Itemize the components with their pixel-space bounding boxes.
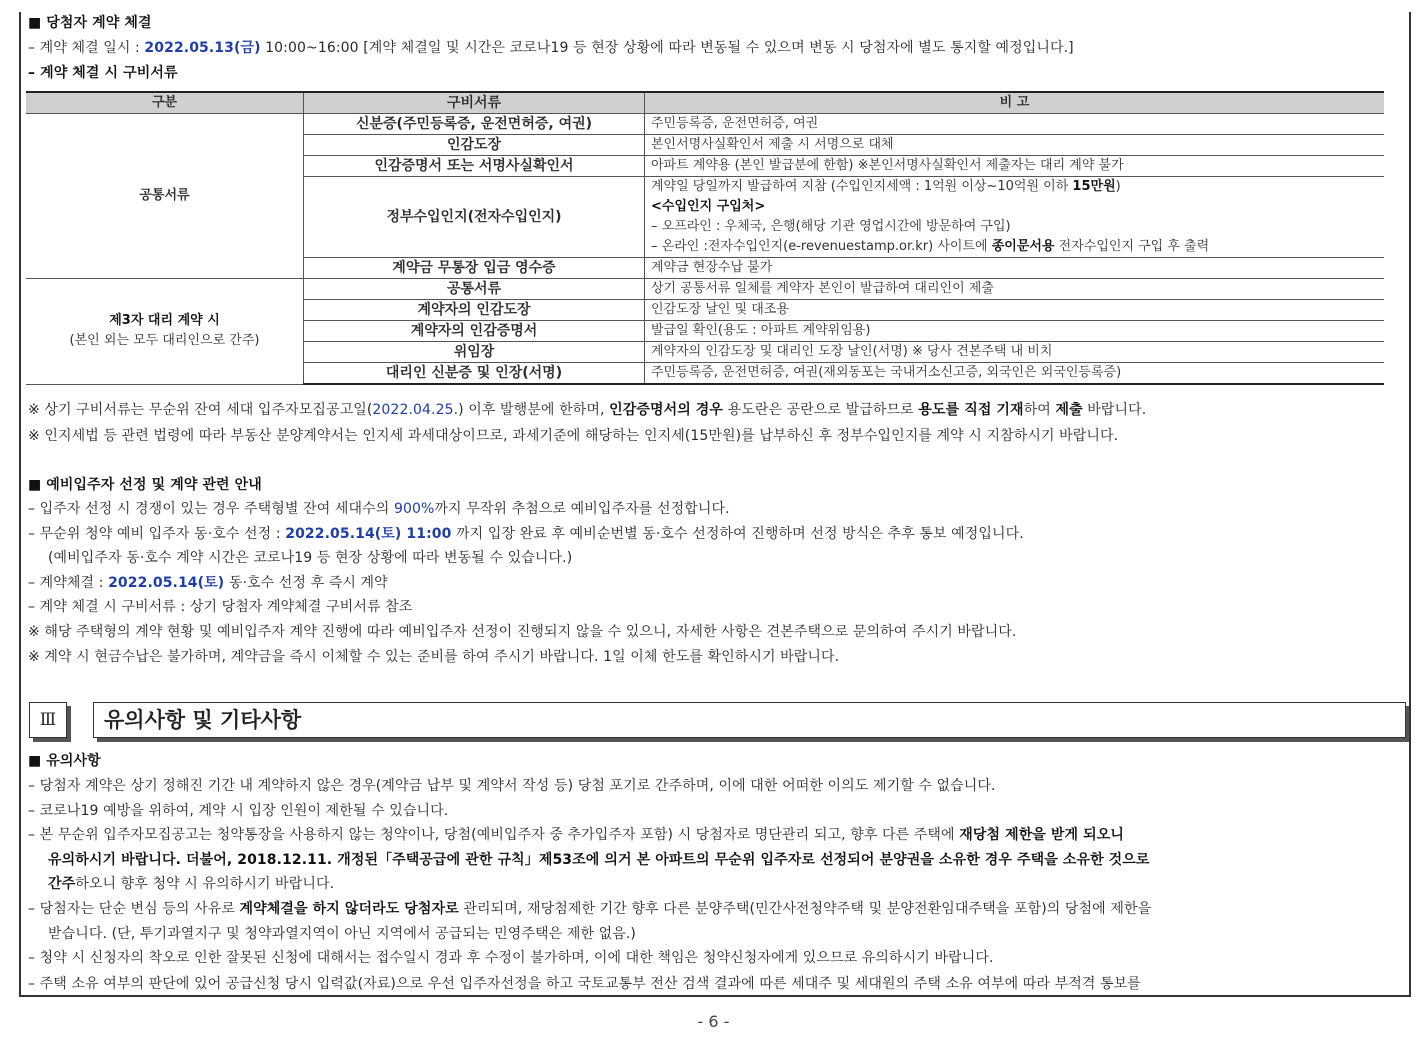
reserve-text: 까지 입장 완료 후 예비순번별 동·호수 선정하여 진행하며 선정 방식은 추후 통보 예정입니다. <box>451 526 1024 542</box>
caution-emphasis: 계약체결을 하지 않더라도 당첨자로 <box>239 901 459 917</box>
caution-text: 하오니 향후 청약 시 유의하시기 바랍니다. <box>75 876 335 892</box>
caution-line-7: 받습니다. (단, 투기과열지구 및 청약과열지역이 아닌 지역에서 공급되는 민영주택은 제한 없음.) <box>48 926 636 942</box>
caution-line-4: 유의하시기 바랍니다. 더불어, 2018.12.11. 개정된「주택공급에 관한 규칙」제53조에 의거 본 아파트의 무순위 입주자로 선정되어 분양권을 소유한 경우 주택을 소유한 것으로 <box>48 852 1150 868</box>
note-emphasis: 제출 <box>1055 402 1083 418</box>
reserve-line-2 <box>28 524 1024 544</box>
reserve-text: 동·호수 선정 후 즉시 계약 <box>224 575 388 591</box>
contract-date-label: – 계약 체결 일시 : <box>28 40 145 56</box>
stamp-note-text: 계약일 당일까지 발급하여 지참 (수입인지세액 : 1억원 이상~10억원 이하 <box>651 179 1073 194</box>
caution-line-8: – 청약 시 신청자의 착오로 인한 잘못된 신청에 대해서는 접수일시 경과 후 수정이 불가하며, 이에 대한 책임은 청약신청자에게 있으므로 유의하시기 바랍니다. <box>28 950 994 966</box>
reserve-selection-date: 2022.05.14(토) 11:00 <box>285 526 452 542</box>
table-row <box>26 279 1384 300</box>
caution-line-9: – 주택 소유 여부의 판단에 있어 공급신청 당시 입력값(자료)으로 우선 입주자선정을 하고 국토교통부 전산 검색 결과에 따른 세대주 및 세대원의 주택 소유 여부에 따라 부적격 통보를 <box>28 976 1141 992</box>
doc-cell: 공통서류 <box>304 279 645 300</box>
table-row <box>26 114 1384 135</box>
caution-line-1: – 당첨자 계약은 상기 정해진 기간 내 계약하지 않은 경우(계약금 납부 및 계약서 작성 등) 당첨 포기로 간주하며, 이에 대한 어떠한 이의도 제기할 수 없습니다. <box>28 778 996 794</box>
caution-text: 관리되며, 재당첨제한 기간 향후 다른 분양주택(민간사전청약주택 및 분양전환임대주택을 포함)의 당첨에 제한을 <box>458 901 1152 917</box>
document-frame <box>19 12 1411 997</box>
group-proxy-title: 제3자 대리 계약 시 <box>109 313 220 329</box>
section-heading-contract: ■ 당첨자 계약 체결 <box>28 15 152 31</box>
stamp-fee: 15만원 <box>1072 179 1116 194</box>
caution-line-6 <box>28 899 1151 919</box>
section-title: 유의사항 및 기타사항 <box>93 702 1406 738</box>
note-cell: 주민등록증, 운전면허증, 여권 <box>645 114 1385 135</box>
contract-date: 2022.05.13(금) <box>144 40 261 56</box>
note-cell: 아파트 계약용 (본인 발급분에 한함) ※본인서명사실확인서 제출자는 대리 계약 불가 <box>645 156 1385 177</box>
note-stamp-tax: ※ 인지세법 등 관련 법령에 따라 부동산 분양계약서는 인지세 과세대상이므로, 과세기준에 해당하는 인지세(15만원)를 납부하신 후 정부수입인지를 계약 시 지참하시기 바랍니다. <box>28 428 1119 444</box>
reserve-line-4 <box>28 573 388 593</box>
stamp-online <box>645 237 1385 258</box>
doc-cell: 인감증명서 또는 서명사실확인서 <box>304 156 645 177</box>
header-documents: 구비서류 <box>304 92 645 114</box>
note-cell: 본인서명사실확인서 제출 시 서명으로 대체 <box>645 135 1385 156</box>
reserve-text: – 계약체결 : <box>28 575 109 591</box>
note-cell: 계약금 현장수납 불가 <box>645 258 1385 279</box>
caution-line-5 <box>48 874 334 894</box>
reserve-text: – 입주자 선정 시 경쟁이 있는 경우 주택형별 잔여 세대수의 <box>28 501 394 517</box>
note-cell: 상기 공통서류 일체를 계약자 본인이 발급하여 대리인이 제출 <box>645 279 1385 300</box>
note-cell: 계약자의 인감도장 및 대리인 도장 날인(서명) ※ 당사 견본주택 내 비치 <box>645 342 1385 363</box>
page-number: - 6 - <box>697 1012 730 1031</box>
stamp-online-text: – 온라인 :전자수입인지(e-revenuestamp.or.kr) 사이트에 <box>651 239 992 254</box>
note-cell <box>645 177 1385 198</box>
section-heading-reserve: ■ 예비입주자 선정 및 계약 관련 안내 <box>28 477 262 493</box>
doc-cell: 계약자의 인감증명서 <box>304 321 645 342</box>
stamp-online-tail: 전자수입인지 구입 후 출력 <box>1054 239 1210 254</box>
note-documents-validity <box>28 400 1146 420</box>
note-cell: 주민등록증, 운전면허증, 여권(재외동포는 국내거소신고증, 외국인은 외국인등록증) <box>645 363 1385 385</box>
doc-cell-stamp: 정부수입인지(전자수입인지) <box>304 177 645 258</box>
header-remarks: 비 고 <box>645 92 1385 114</box>
reserve-line-3: (예비입주자 동·호수 계약 시간은 코로나19 등 현장 상황에 따라 변동될 수 있습니다.) <box>48 550 573 566</box>
doc-cell: 계약금 무통장 입금 영수증 <box>304 258 645 279</box>
stamp-purchase-heading: <수입인지 구입처> <box>651 199 766 214</box>
reserve-contract-date: 2022.05.14(토) <box>108 575 225 591</box>
caution-line-2: – 코로나19 예방을 위하여, 계약 시 입장 인원이 제한될 수 있습니다. <box>28 803 449 819</box>
caution-emphasis: 재당첨 제한을 받게 되오니 <box>959 827 1125 843</box>
note-text: 용도란은 공란으로 발급하므로 <box>723 402 919 418</box>
caution-emphasis: 간주 <box>48 876 76 892</box>
note-text: 하여 <box>1023 402 1056 418</box>
reserve-line-1 <box>28 499 730 519</box>
caution-text: – 당첨자는 단순 변심 등의 사유로 <box>28 901 240 917</box>
reserve-line-5: – 계약 체결 시 구비서류 : 상기 당첨자 계약체결 구비서류 참조 <box>28 599 413 615</box>
note-text: ※ 상기 구비서류는 무순위 잔여 세대 입주자모집공고일( <box>28 402 373 418</box>
section-heading-cautions: ■ 유의사항 <box>28 753 101 769</box>
stamp-note-close: ) <box>1115 179 1121 194</box>
doc-cell: 위임장 <box>304 342 645 363</box>
docs-subheading: – 계약 체결 시 구비서류 <box>28 65 178 81</box>
caution-line-3 <box>28 825 1124 845</box>
section-number: Ⅲ <box>29 702 67 738</box>
note-emphasis: 용도를 직접 기재 <box>918 402 1024 418</box>
caution-text: – 본 무순위 입주자모집공고는 청약통장을 사용하지 않는 청약이나, 당첨(예비입주자 중 추가입주자 포함) 시 당첨자로 명단관리 되고, 향후 다른 주택에 <box>28 827 960 843</box>
contract-date-line <box>28 38 1074 58</box>
note-emphasis: 인감증명서의 경우 <box>609 402 724 418</box>
group-common: 공통서류 <box>26 114 304 279</box>
table-header-row <box>26 92 1384 114</box>
notice-date: 2022.04.25. <box>372 402 459 418</box>
reserve-text: 까지 무작위 추첨으로 예비입주자를 선정합니다. <box>434 501 730 517</box>
note-text: 바랍니다. <box>1082 402 1147 418</box>
doc-cell: 대리인 신분증 및 인장(서명) <box>304 363 645 385</box>
reserve-text: – 무순위 청약 예비 입주자 동·호수 선정 : <box>28 526 286 542</box>
doc-cell: 계약자의 인감도장 <box>304 300 645 321</box>
note-cell: 인감도장 날인 및 대조용 <box>645 300 1385 321</box>
stamp-offline: – 오프라인 : 우체국, 은행(해당 기관 영업시간에 방문하여 구입) <box>651 219 1011 234</box>
contract-date-note: 10:00~16:00 [계약 체결일 및 시간은 코로나19 등 현장 상황에 따라 변동될 수 있으며 변동 시 당첨자에 별도 통지할 예정입니다.] <box>260 40 1074 56</box>
reserve-line-6: ※ 해당 주택형의 계약 현황 및 예비입주자 계약 진행에 따라 예비입주자 선정이 진행되지 않을 수 있으니, 자세한 사항은 견본주택으로 문의하여 주시기 바랍니다. <box>28 624 1017 640</box>
required-documents-table <box>26 91 1384 385</box>
doc-cell: 인감도장 <box>304 135 645 156</box>
note-cell: 발급일 확인(용도 : 아파트 계약위임용) <box>645 321 1385 342</box>
stamp-paper-doc: 종이문서용 <box>991 239 1055 254</box>
reserve-line-7: ※ 계약 시 현금수납은 불가하며, 계약금을 즉시 이체할 수 있는 준비를 하여 주시기 바랍니다. 1일 이체 한도를 확인하시기 바랍니다. <box>28 649 840 665</box>
note-text: ) 이후 발행분에 한하며, <box>458 402 610 418</box>
header-category: 구분 <box>26 92 304 114</box>
reserve-percent: 900% <box>393 501 435 517</box>
group-proxy-note: (본인 외는 모두 대리인으로 간주) <box>69 333 260 349</box>
doc-cell: 신분증(주민등록증, 운전면허증, 여권) <box>304 114 645 135</box>
group-proxy <box>26 279 304 385</box>
